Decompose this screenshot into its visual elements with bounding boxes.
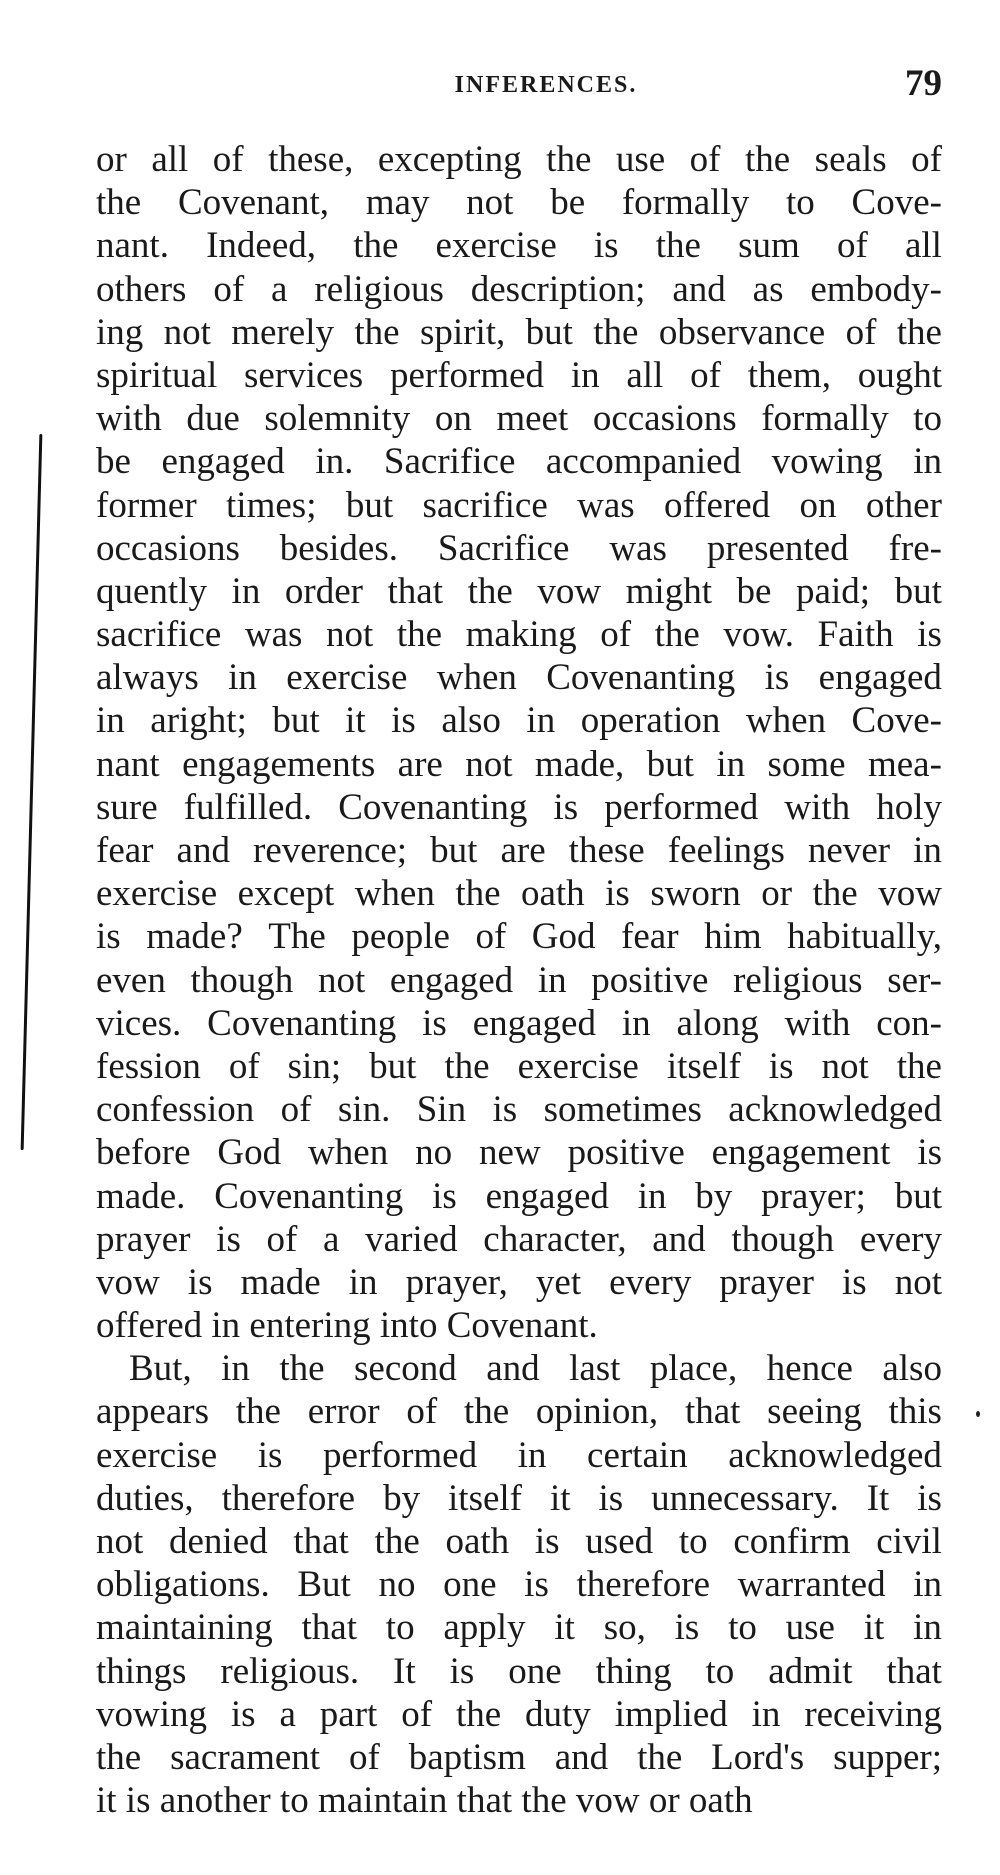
text-line: offered in entering into Covenant. — [96, 1305, 598, 1347]
text-line: appears the error of the opinion, that seeing this — [96, 1391, 942, 1433]
text-line: fession of sin; but the exercise itself is not the — [96, 1045, 942, 1087]
text-line: be engaged in. Sacrifice accompanied vowing in — [96, 441, 942, 483]
text-line: not denied that the oath is used to confirm civil — [96, 1521, 942, 1562]
text-line: or all of these, excepting the use of the seals of — [96, 139, 942, 180]
text-line: sacrifice was not the making of the vow. Faith is — [96, 614, 942, 656]
text-line: But, in the second and last place, hence also — [129, 1348, 942, 1390]
text-line: confession of sin. Sin is sometimes acknowledged — [96, 1089, 942, 1131]
text-line: quently in order that the vow might be paid; but — [96, 570, 942, 612]
text-line: vowing is a part of the duty implied in receiving — [96, 1693, 942, 1735]
margin-rule — [21, 434, 43, 1150]
text-line: others of a religious description; and as embody- — [96, 268, 942, 310]
text-line: nant. Indeed, the exercise is the sum of all — [96, 225, 942, 267]
running-head — [96, 62, 942, 122]
text-line: it is another to maintain that the vow or oath — [96, 1780, 753, 1822]
text-line: occasions besides. Sacrifice was presented fre- — [96, 527, 942, 569]
text-line: things religious. It is one thing to admit that — [96, 1650, 942, 1692]
text-line: with due solemnity on meet occasions formally to — [96, 398, 942, 440]
text-line: vow is made in prayer, yet every prayer is not — [96, 1261, 942, 1303]
text-line: the sacrament of baptism and the Lord's supper; — [96, 1736, 942, 1778]
text-line: fear and reverence; but are these feelings never in — [96, 830, 942, 871]
text-line: maintaining that to apply it so, is to use it in — [96, 1607, 942, 1649]
text-line: nant engagements are not made, but in some mea- — [96, 743, 942, 785]
text-line: before God when no new positive engagement is — [96, 1132, 942, 1174]
text-line: exercise is performed in certain acknowledged — [96, 1434, 942, 1476]
text-line: vices. Covenanting is engaged in along with con- — [96, 1002, 942, 1044]
text-line: sure fulfilled. Covenanting is performed with holy — [96, 786, 942, 828]
text-line: made. Covenanting is engaged in by prayer; but — [96, 1175, 942, 1217]
text-line: former times; but sacrifice was offered on other — [96, 484, 942, 526]
body-text — [96, 138, 942, 1822]
margin-speck — [976, 1411, 980, 1417]
page-number: 79 — [905, 63, 942, 104]
text-line: the Covenant, may not be formally to Cove- — [96, 182, 942, 224]
text-line: spiritual services performed in all of them, ought — [96, 354, 942, 396]
text-line: even though not engaged in positive religious ser- — [96, 959, 942, 1001]
text-line: duties, therefore by itself it is unnecessary. It is — [96, 1477, 942, 1519]
text-line: is made? The people of God fear him habitually, — [96, 916, 942, 958]
text-line: in aright; but it is also in operation when Cove- — [96, 700, 942, 742]
text-line: ing not merely the spirit, but the observance of the — [96, 311, 942, 353]
text-line: always in exercise when Covenanting is engaged — [96, 657, 942, 699]
running-title: INFERENCES. — [454, 72, 638, 98]
text-line: exercise except when the oath is sworn or the vow — [96, 873, 942, 915]
text-line: obligations. But no one is therefore warranted in — [96, 1564, 942, 1606]
text-line: prayer is of a varied character, and though every — [96, 1218, 942, 1260]
